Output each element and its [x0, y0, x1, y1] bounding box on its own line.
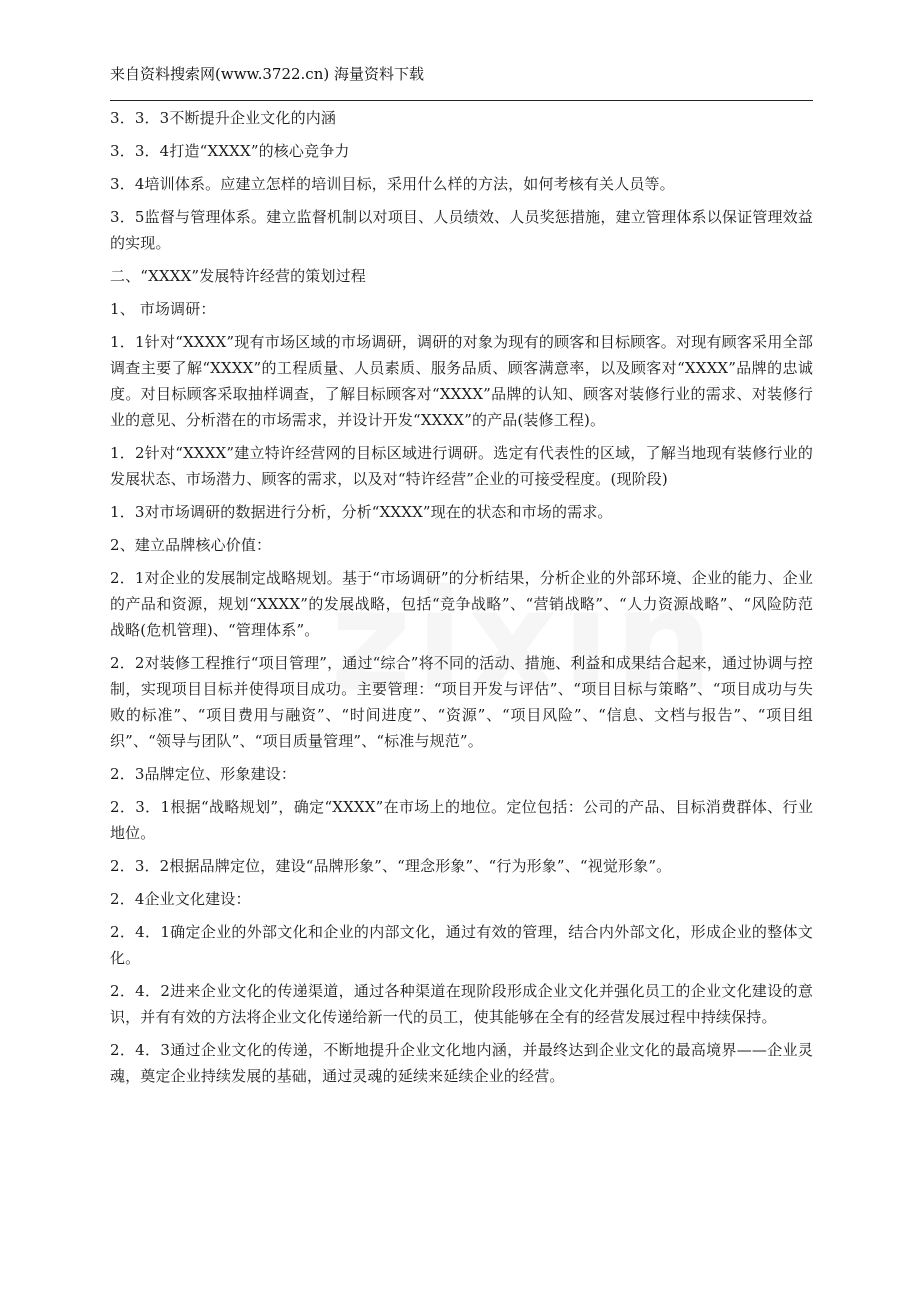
subsection-heading: 2、建立品牌核心价值： [110, 536, 272, 554]
header-source-text: 来自资料搜索网(www.3722.cn) 海量资料下载 [110, 65, 424, 83]
paragraph: 1．2针对“XXXX”建立特许经营网的目标区域进行调研。选定有代表性的区域，了解当地现有装修行业的发展状态、市场潜力、顾客的需求，以及对“特许经营”企业的可接受程度。(现阶段) [110, 444, 813, 488]
paragraph: 3．4培训体系。应建立怎样的培训目标，采用什么样的方法，如何考核有关人员等。 [110, 175, 675, 193]
subsection-heading: 2．3品牌定位、形象建设： [110, 765, 297, 783]
paragraph: 2．2对装修工程推行“项目管理”，通过“综合”将不同的活动、措施、利益和成果结合起来，通过协调与控制，实现项目目标并使得项目成功。主要管理：“项目开发与评估”、“项目目标与策略”、“项目成功与失败的标准”、“项目费用与融资”、“时间进度”、“资源”、“项目风险”、“信息、文档与报告”、“项目组织”、“领导与团队”、“项目质量管理”、“标准与规范”。 [110, 654, 813, 750]
section-heading: 二、“XXXX”发展特许经营的策划过程 [110, 267, 366, 285]
subsection-heading: 2．4企业文化建设： [110, 890, 251, 908]
paragraph: 1．3对市场调研的数据进行分析，分析“XXXX”现在的状态和市场的需求。 [110, 503, 613, 521]
paragraph: 2．3．2根据品牌定位，建设“品牌形象”、“理念形象”、“行为形象”、“视觉形象”。 [110, 857, 672, 875]
page-header [110, 64, 813, 101]
paragraph: 2．4．3通过企业文化的传递，不断地提升企业文化地内涵，并最终达到企业文化的最高境界——企业灵魂，奠定企业持续发展的基础，通过灵魂的延续来延续企业的经营。 [110, 1041, 813, 1085]
document-body [110, 105, 813, 1096]
paragraph: 3．3．3不断提升企业文化的内涵 [110, 109, 337, 127]
paragraph: 1．1针对“XXXX”现有市场区域的市场调研，调研的对象为现有的顾客和目标顾客。对现有顾客采用全部调查主要了解“XXXX”的工程质量、人员素质、服务品质、顾客满意率，以及顾客对“XXXX”品牌的忠诚度。对目标顾客采取抽样调查，了解目标顾客对“XXXX”品牌的认知、顾客对装修行业的需求、对装修行业的意见、分析潜在的市场需求，并设计开发“XXXX”的产品(装修工程)。 [110, 333, 813, 429]
paragraph: 3．5监督与管理体系。建立监督机制以对项目、人员绩效、人员奖惩措施，建立管理体系以保证管理效益的实现。 [110, 208, 813, 252]
subsection-heading: 1、 市场调研： [110, 300, 216, 318]
paragraph: 3．3．4打造“XXXX”的核心竞争力 [110, 142, 350, 160]
paragraph: 2．3．1根据“战略规划”，确定“XXXX”在市场上的地位。定位包括：公司的产品、目标消费群体、行业地位。 [110, 798, 813, 842]
paragraph: 2．1对企业的发展制定战略规划。基于“市场调研”的分析结果，分析企业的外部环境、企业的能力、企业的产品和资源，规划“XXXX”的发展战略，包括“竞争战略”、“营销战略”、“人力资源战略”、“风险防范战略(危机管理)、“管理体系”。 [110, 569, 813, 639]
paragraph: 2．4．1确定企业的外部文化和企业的内部文化，通过有效的管理，结合内外部文化，形成企业的整体文化。 [110, 923, 813, 967]
paragraph: 2．4．2进来企业文化的传递渠道，通过各种渠道在现阶段形成企业文化并强化员工的企业文化建设的意识，并有有效的方法将企业文化传递给新一代的员工，使其能够在全有的经营发展过程中持续保持。 [110, 982, 813, 1026]
